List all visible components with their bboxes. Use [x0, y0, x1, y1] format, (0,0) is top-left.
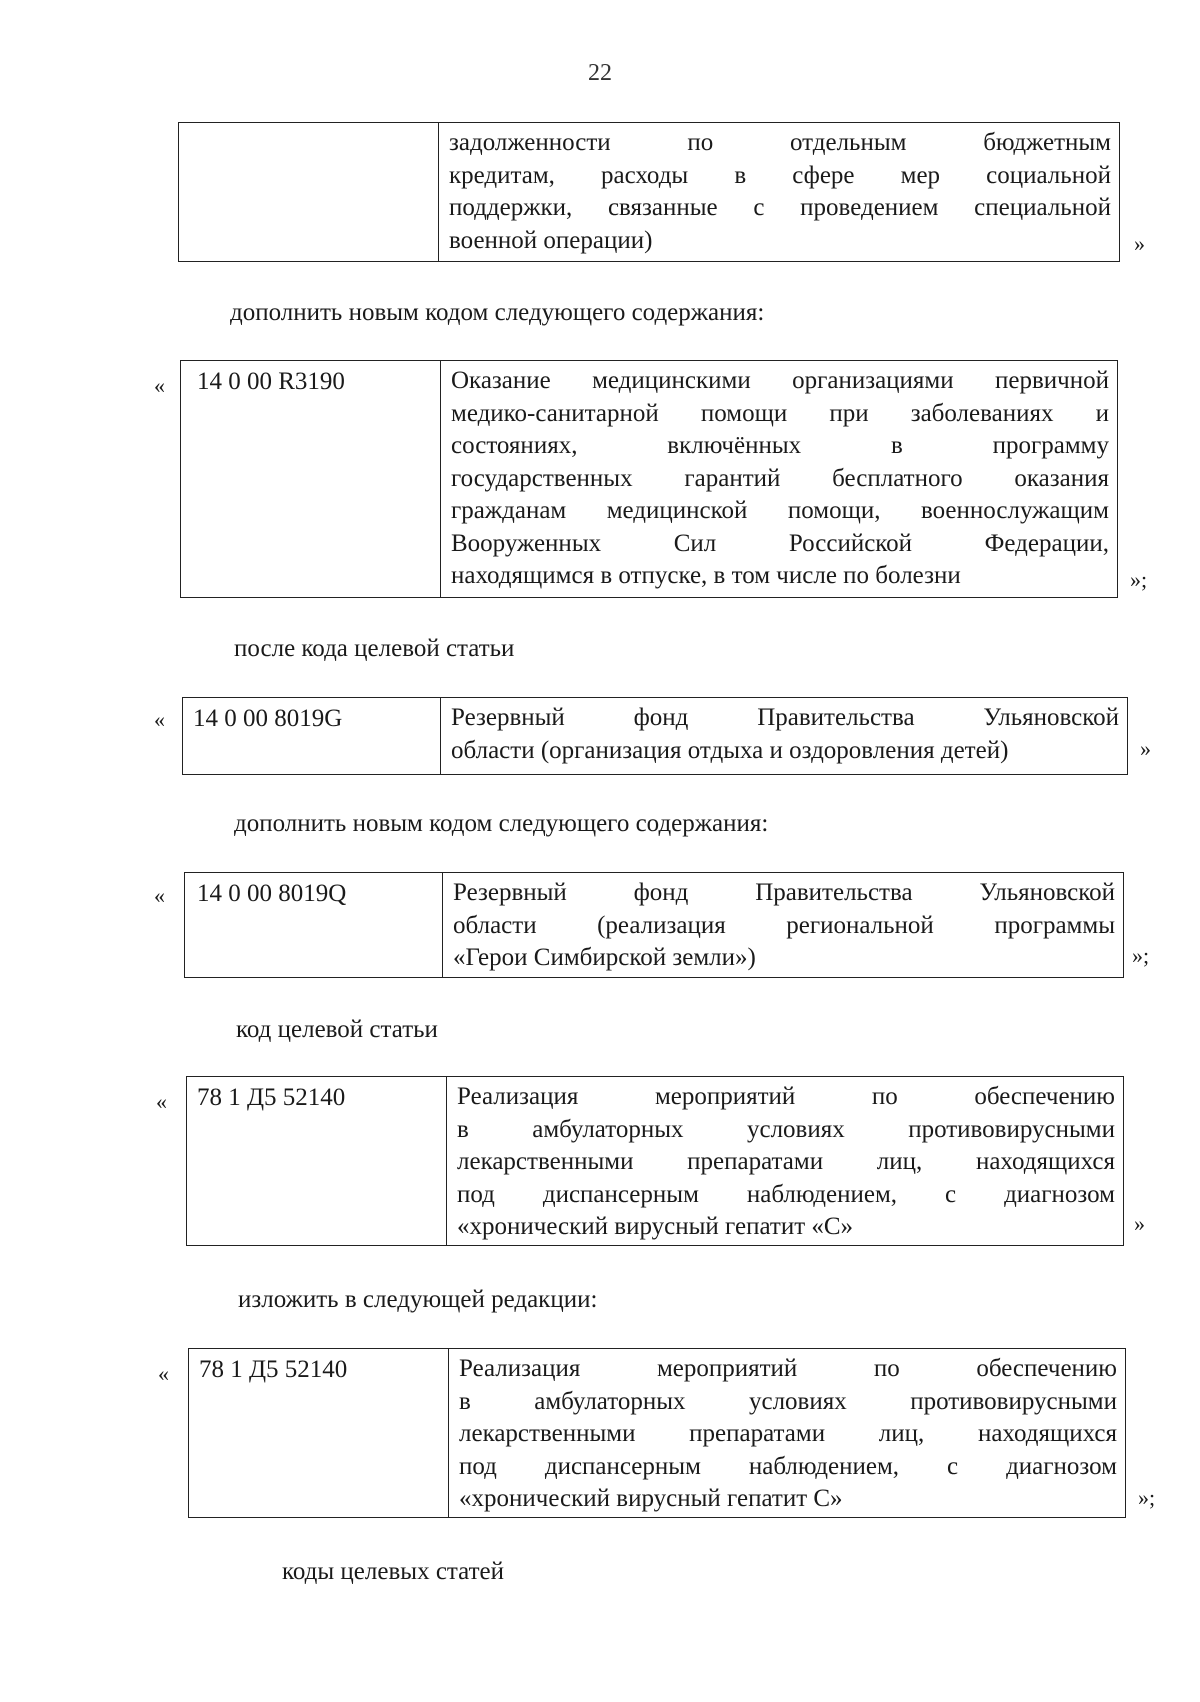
word: состояниях,	[451, 432, 578, 459]
code-table-6	[188, 1348, 1126, 1518]
word: помощи	[700, 399, 788, 427]
word: бюджетным	[983, 129, 1111, 156]
word: Резервный	[453, 879, 567, 906]
description-line	[453, 877, 1115, 910]
word: диагнозом	[1004, 1180, 1115, 1208]
description-line: «хронический вирусный гепатит «С»	[457, 1213, 854, 1240]
description-line	[451, 365, 1109, 398]
word: лекарственными	[459, 1420, 636, 1447]
word: программы	[994, 911, 1115, 939]
word: условиях	[746, 1115, 845, 1143]
word: в	[734, 161, 747, 189]
code-table-2	[180, 360, 1118, 598]
code-table-4	[184, 872, 1124, 978]
word: по	[873, 1355, 900, 1382]
paragraph-text: дополнить новым кодом следующего содержания:	[234, 810, 769, 837]
word: амбулаторных	[534, 1387, 686, 1415]
word: оказания	[1014, 464, 1109, 492]
word: кредитам,	[449, 161, 555, 189]
description-line	[451, 495, 1109, 528]
paragraph-text: дополнить новым кодом следующего содержания:	[230, 299, 765, 326]
code-cell: 14 0 00 R3190	[181, 361, 441, 597]
description-line	[459, 1451, 1117, 1484]
word: Федерации,	[984, 529, 1109, 557]
word: поддержки,	[449, 194, 573, 221]
description-line	[451, 702, 1119, 735]
description-line	[459, 1386, 1117, 1419]
description-cell	[443, 873, 1123, 977]
closing-quote: »	[1140, 736, 1151, 761]
closing-quote: »;	[1130, 567, 1148, 592]
description-line	[459, 1418, 1117, 1451]
word: фонд	[633, 879, 689, 906]
word: амбулаторных	[532, 1115, 684, 1143]
word: мер	[900, 161, 941, 189]
description-line: «хронический вирусный гепатит С»	[459, 1485, 843, 1512]
description-line: находящимся в отпуске, в том числе по болезни	[451, 562, 961, 589]
description-line	[449, 192, 1111, 225]
code-cell: 78 1 Д5 52140	[187, 1077, 447, 1245]
word: с	[753, 194, 765, 221]
opening-quote: «	[154, 373, 165, 398]
word: при	[829, 399, 869, 427]
word: препаратами	[689, 1420, 826, 1447]
word: и	[1095, 399, 1109, 427]
description-cell	[441, 361, 1117, 597]
word: медицинской	[606, 497, 748, 524]
word: Правительства	[757, 704, 915, 731]
word: Сил	[673, 529, 717, 557]
word: связанные	[607, 194, 718, 221]
word: (реализация	[597, 911, 726, 939]
code-cell: 78 1 Д5 52140	[189, 1349, 449, 1517]
word: программу	[992, 432, 1109, 459]
word: препаратами	[687, 1148, 824, 1175]
word: проведением	[800, 194, 939, 221]
description-line: области (организация отдыха и оздоровления детей)	[451, 736, 1009, 764]
word: первичной	[994, 367, 1109, 394]
word: гражданам	[451, 497, 567, 524]
word: под	[457, 1180, 495, 1208]
word: Ульяновской	[979, 879, 1115, 906]
word: Вооруженных	[451, 529, 602, 557]
opening-quote: «	[154, 707, 165, 732]
paragraph-text: после кода целевой статьи	[234, 635, 515, 662]
code-cell: 14 0 00 8019Q	[185, 873, 443, 977]
word: диспансерным	[542, 1180, 699, 1208]
word: Ульяновской	[983, 704, 1119, 731]
opening-quote: «	[154, 883, 165, 908]
word: области	[453, 911, 537, 939]
word: по	[687, 129, 714, 156]
description-cell	[449, 1349, 1125, 1517]
description-line	[449, 160, 1111, 193]
description-line	[451, 463, 1109, 496]
description-line	[451, 398, 1109, 431]
description-line	[457, 1146, 1115, 1179]
description-line	[457, 1081, 1115, 1114]
word: в	[457, 1115, 469, 1143]
description-line: военной операции)	[449, 226, 653, 254]
word: в	[890, 432, 903, 459]
word: лиц,	[878, 1420, 925, 1447]
word: бесплатного	[832, 464, 963, 492]
word: сфере	[792, 161, 855, 189]
word: наблюдением,	[746, 1180, 898, 1208]
word: социальной	[986, 161, 1111, 189]
code-table-5	[186, 1076, 1124, 1246]
description-line	[451, 430, 1109, 463]
word: Российской	[788, 529, 913, 557]
description-cell	[447, 1077, 1123, 1245]
word: гарантий	[684, 464, 781, 492]
word: Резервный	[451, 704, 565, 731]
code-cell: 14 0 00 8019G	[183, 698, 441, 774]
word: фонд	[633, 704, 689, 731]
word: региональной	[786, 911, 934, 939]
word: специальной	[974, 194, 1111, 221]
word: диспансерным	[544, 1452, 701, 1480]
word: мероприятий	[654, 1083, 796, 1110]
description-line	[453, 910, 1115, 943]
word: организациями	[792, 367, 954, 394]
opening-quote: «	[156, 1089, 167, 1114]
word: с	[947, 1452, 959, 1480]
closing-quote: »	[1134, 231, 1145, 256]
word: под	[459, 1452, 497, 1480]
word: наблюдением,	[748, 1452, 900, 1480]
word: отдельным	[790, 129, 907, 156]
description-line	[457, 1114, 1115, 1147]
word: противовирусными	[908, 1115, 1115, 1143]
description-line	[459, 1353, 1117, 1386]
word: лекарственными	[457, 1148, 634, 1175]
code-table-1	[178, 122, 1120, 262]
description-line	[457, 1179, 1115, 1212]
word: военнослужащим	[920, 497, 1109, 524]
paragraph-text: код целевой статьи	[236, 1016, 438, 1043]
word: с	[945, 1180, 957, 1208]
closing-quote: »	[1134, 1211, 1145, 1236]
word: находящихся	[975, 1148, 1115, 1175]
description-cell	[439, 123, 1119, 261]
word: заболеваниях	[910, 399, 1054, 427]
opening-quote: «	[158, 1361, 169, 1386]
description-line	[451, 528, 1109, 561]
word: обеспечению	[976, 1355, 1117, 1382]
word: Правительства	[755, 879, 913, 906]
word: медико-санитарной	[451, 399, 659, 427]
description-cell	[441, 698, 1127, 774]
word: условиях	[748, 1387, 847, 1415]
word: помощи,	[787, 497, 881, 524]
page-number: 22	[588, 60, 612, 86]
paragraph-text: коды целевых статей	[282, 1558, 504, 1585]
word: включённых	[667, 432, 802, 459]
word: задолженности	[449, 129, 611, 156]
word: в	[459, 1387, 471, 1415]
closing-quote: »;	[1138, 1485, 1156, 1510]
description-line: «Герои Симбирской земли»)	[453, 944, 756, 971]
word: находящихся	[977, 1420, 1117, 1447]
word: государственных	[451, 464, 633, 492]
word: расходы	[601, 161, 689, 189]
word: противовирусными	[910, 1387, 1117, 1415]
word: мероприятий	[656, 1355, 798, 1382]
paragraph-text: изложить в следующей редакции:	[238, 1286, 598, 1313]
word: Оказание	[451, 367, 551, 394]
word: по	[871, 1083, 898, 1110]
word: лиц,	[876, 1148, 923, 1175]
word: диагнозом	[1006, 1452, 1117, 1480]
word: Реализация	[459, 1355, 581, 1382]
word: Реализация	[457, 1083, 579, 1110]
word: медицинскими	[592, 367, 751, 394]
code-table-3	[182, 697, 1128, 775]
description-line	[449, 127, 1111, 160]
closing-quote: »;	[1132, 943, 1150, 968]
word: обеспечению	[974, 1083, 1115, 1110]
code-cell	[179, 123, 439, 261]
